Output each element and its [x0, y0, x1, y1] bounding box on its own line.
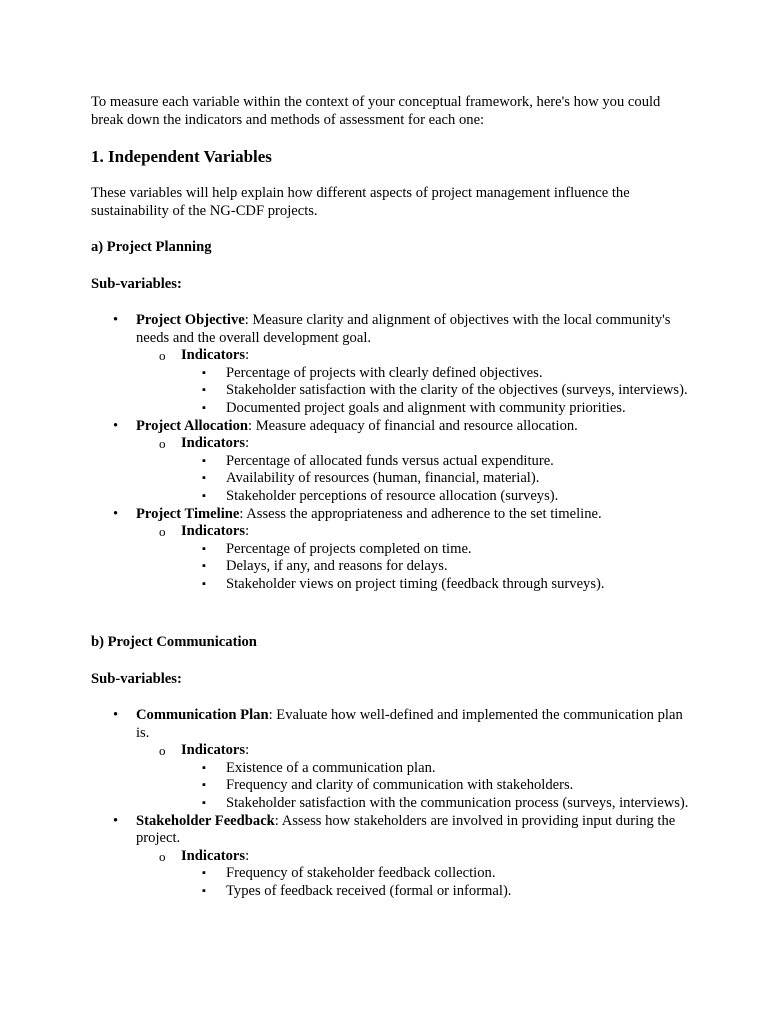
- section-title-project-communication: b) Project Communication: [91, 634, 257, 650]
- list-item: [91, 813, 691, 848]
- bullet-icon: •: [113, 312, 119, 328]
- item-name: Project Allocation: [136, 417, 248, 434]
- square-bullet-icon: ▪: [202, 401, 206, 414]
- project-communication-list: [91, 707, 691, 901]
- list-item: [91, 470, 691, 488]
- square-bullet-icon: ▪: [202, 779, 206, 792]
- square-bullet-icon: ▪: [202, 761, 206, 774]
- list-item: [91, 883, 691, 901]
- item-name: Project Timeline: [136, 505, 240, 522]
- list-item: [91, 453, 691, 471]
- indicator-text: Stakeholder satisfaction with the clarity of the objectives (surveys, interviews).: [226, 382, 688, 399]
- list-item: [91, 541, 691, 559]
- indicators-label: Indicators: [181, 847, 246, 864]
- bullet-icon: •: [113, 812, 119, 829]
- square-bullet-icon: ▪: [202, 366, 206, 379]
- list-item: [91, 865, 691, 883]
- list-item: [91, 365, 691, 383]
- square-bullet-icon: ▪: [202, 472, 206, 485]
- bullet-icon: •: [113, 505, 119, 522]
- indicator-text: Stakeholder views on project timing (feedback through surveys).: [226, 575, 605, 592]
- square-bullet-icon: ▪: [202, 384, 206, 397]
- indicator-text: Availability of resources (human, financial, material).: [226, 470, 540, 487]
- list-item: [91, 777, 691, 795]
- bullet-icon: •: [113, 707, 119, 723]
- intro-paragraph: To measure each variable within the context of your conceptual framework, here's how you could break down the indicators and methods of assessment for each one:: [91, 94, 661, 128]
- list-item: [91, 488, 691, 506]
- item-name: Project Objective: [136, 312, 245, 328]
- list-item: [91, 576, 691, 594]
- indicators-colon: :: [245, 523, 250, 540]
- sub-variables-label: Sub-variables:: [91, 276, 182, 292]
- list-item: [91, 523, 691, 541]
- list-item: [91, 558, 691, 576]
- item-description: : Measure clarity and alignment of objectives with the local community's needs and the overall development goal.: [136, 312, 671, 346]
- indicators-label: Indicators: [181, 435, 246, 452]
- project-planning-list: [91, 312, 691, 594]
- independent-variables-paragraph: These variables will help explain how different aspects of project management influence the sustainability of the NG-CDF projects.: [91, 185, 630, 219]
- indicators-colon: :: [245, 742, 250, 759]
- heading-independent-variables: 1. Independent Variables: [91, 147, 272, 166]
- list-item: [91, 760, 691, 778]
- circle-bullet-icon: o: [159, 524, 166, 540]
- list-item: [91, 848, 691, 866]
- indicators-colon: :: [245, 435, 250, 452]
- indicators-label: Indicators: [181, 523, 246, 540]
- list-item: [91, 707, 691, 742]
- square-bullet-icon: ▪: [202, 796, 206, 809]
- indicators-colon: :: [245, 847, 250, 864]
- square-bullet-icon: ▪: [202, 884, 206, 897]
- sub-variables-label: Sub-variables:: [91, 671, 182, 687]
- square-bullet-icon: ▪: [202, 454, 206, 467]
- item-description: : Assess how stakeholders are involved in providing input during the project.: [136, 812, 676, 847]
- indicator-text: Frequency of stakeholder feedback collection.: [226, 865, 496, 882]
- indicator-text: Stakeholder perceptions of resource allocation (surveys).: [226, 487, 559, 504]
- indicators-colon: :: [245, 347, 250, 364]
- list-item: [91, 742, 691, 760]
- list-item: [91, 418, 691, 436]
- indicator-text: Frequency and clarity of communication with stakeholders.: [226, 777, 574, 794]
- list-item: [91, 795, 691, 813]
- circle-bullet-icon: o: [159, 848, 166, 864]
- indicator-text: Documented project goals and alignment with community priorities.: [226, 399, 626, 416]
- item-name: Stakeholder Feedback: [136, 812, 275, 829]
- square-bullet-icon: ▪: [202, 577, 206, 590]
- square-bullet-icon: ▪: [202, 542, 206, 555]
- square-bullet-icon: ▪: [202, 560, 206, 573]
- indicator-text: Delays, if any, and reasons for delays.: [226, 558, 448, 575]
- item-description: : Measure adequacy of financial and resource allocation.: [248, 417, 578, 434]
- circle-bullet-icon: o: [159, 743, 166, 759]
- indicator-text: Types of feedback received (formal or informal).: [226, 882, 512, 899]
- list-item: [91, 400, 691, 418]
- item-description: : Evaluate how well-defined and implemented the communication plan is.: [136, 707, 683, 741]
- indicator-text: Existence of a communication plan.: [226, 759, 436, 776]
- indicators-label: Indicators: [181, 742, 246, 759]
- circle-bullet-icon: o: [159, 436, 166, 452]
- indicator-text: Stakeholder satisfaction with the communication process (surveys, interviews).: [226, 794, 689, 811]
- list-item: [91, 312, 691, 347]
- indicator-text: Percentage of projects with clearly defined objectives.: [226, 364, 543, 381]
- square-bullet-icon: ▪: [202, 867, 206, 880]
- indicator-text: Percentage of projects completed on time.: [226, 540, 472, 557]
- bullet-icon: •: [113, 417, 119, 434]
- list-item: [91, 435, 691, 453]
- square-bullet-icon: ▪: [202, 489, 206, 502]
- indicators-label: Indicators: [181, 347, 246, 364]
- indicator-text: Percentage of allocated funds versus actual expenditure.: [226, 452, 554, 469]
- section-title-project-planning: a) Project Planning: [91, 239, 212, 255]
- list-item: [91, 347, 691, 365]
- circle-bullet-icon: o: [159, 348, 166, 364]
- item-name: Communication Plan: [136, 707, 269, 723]
- item-description: : Assess the appropriateness and adherence to the set timeline.: [239, 505, 602, 522]
- list-item: [91, 506, 691, 524]
- list-item: [91, 382, 691, 400]
